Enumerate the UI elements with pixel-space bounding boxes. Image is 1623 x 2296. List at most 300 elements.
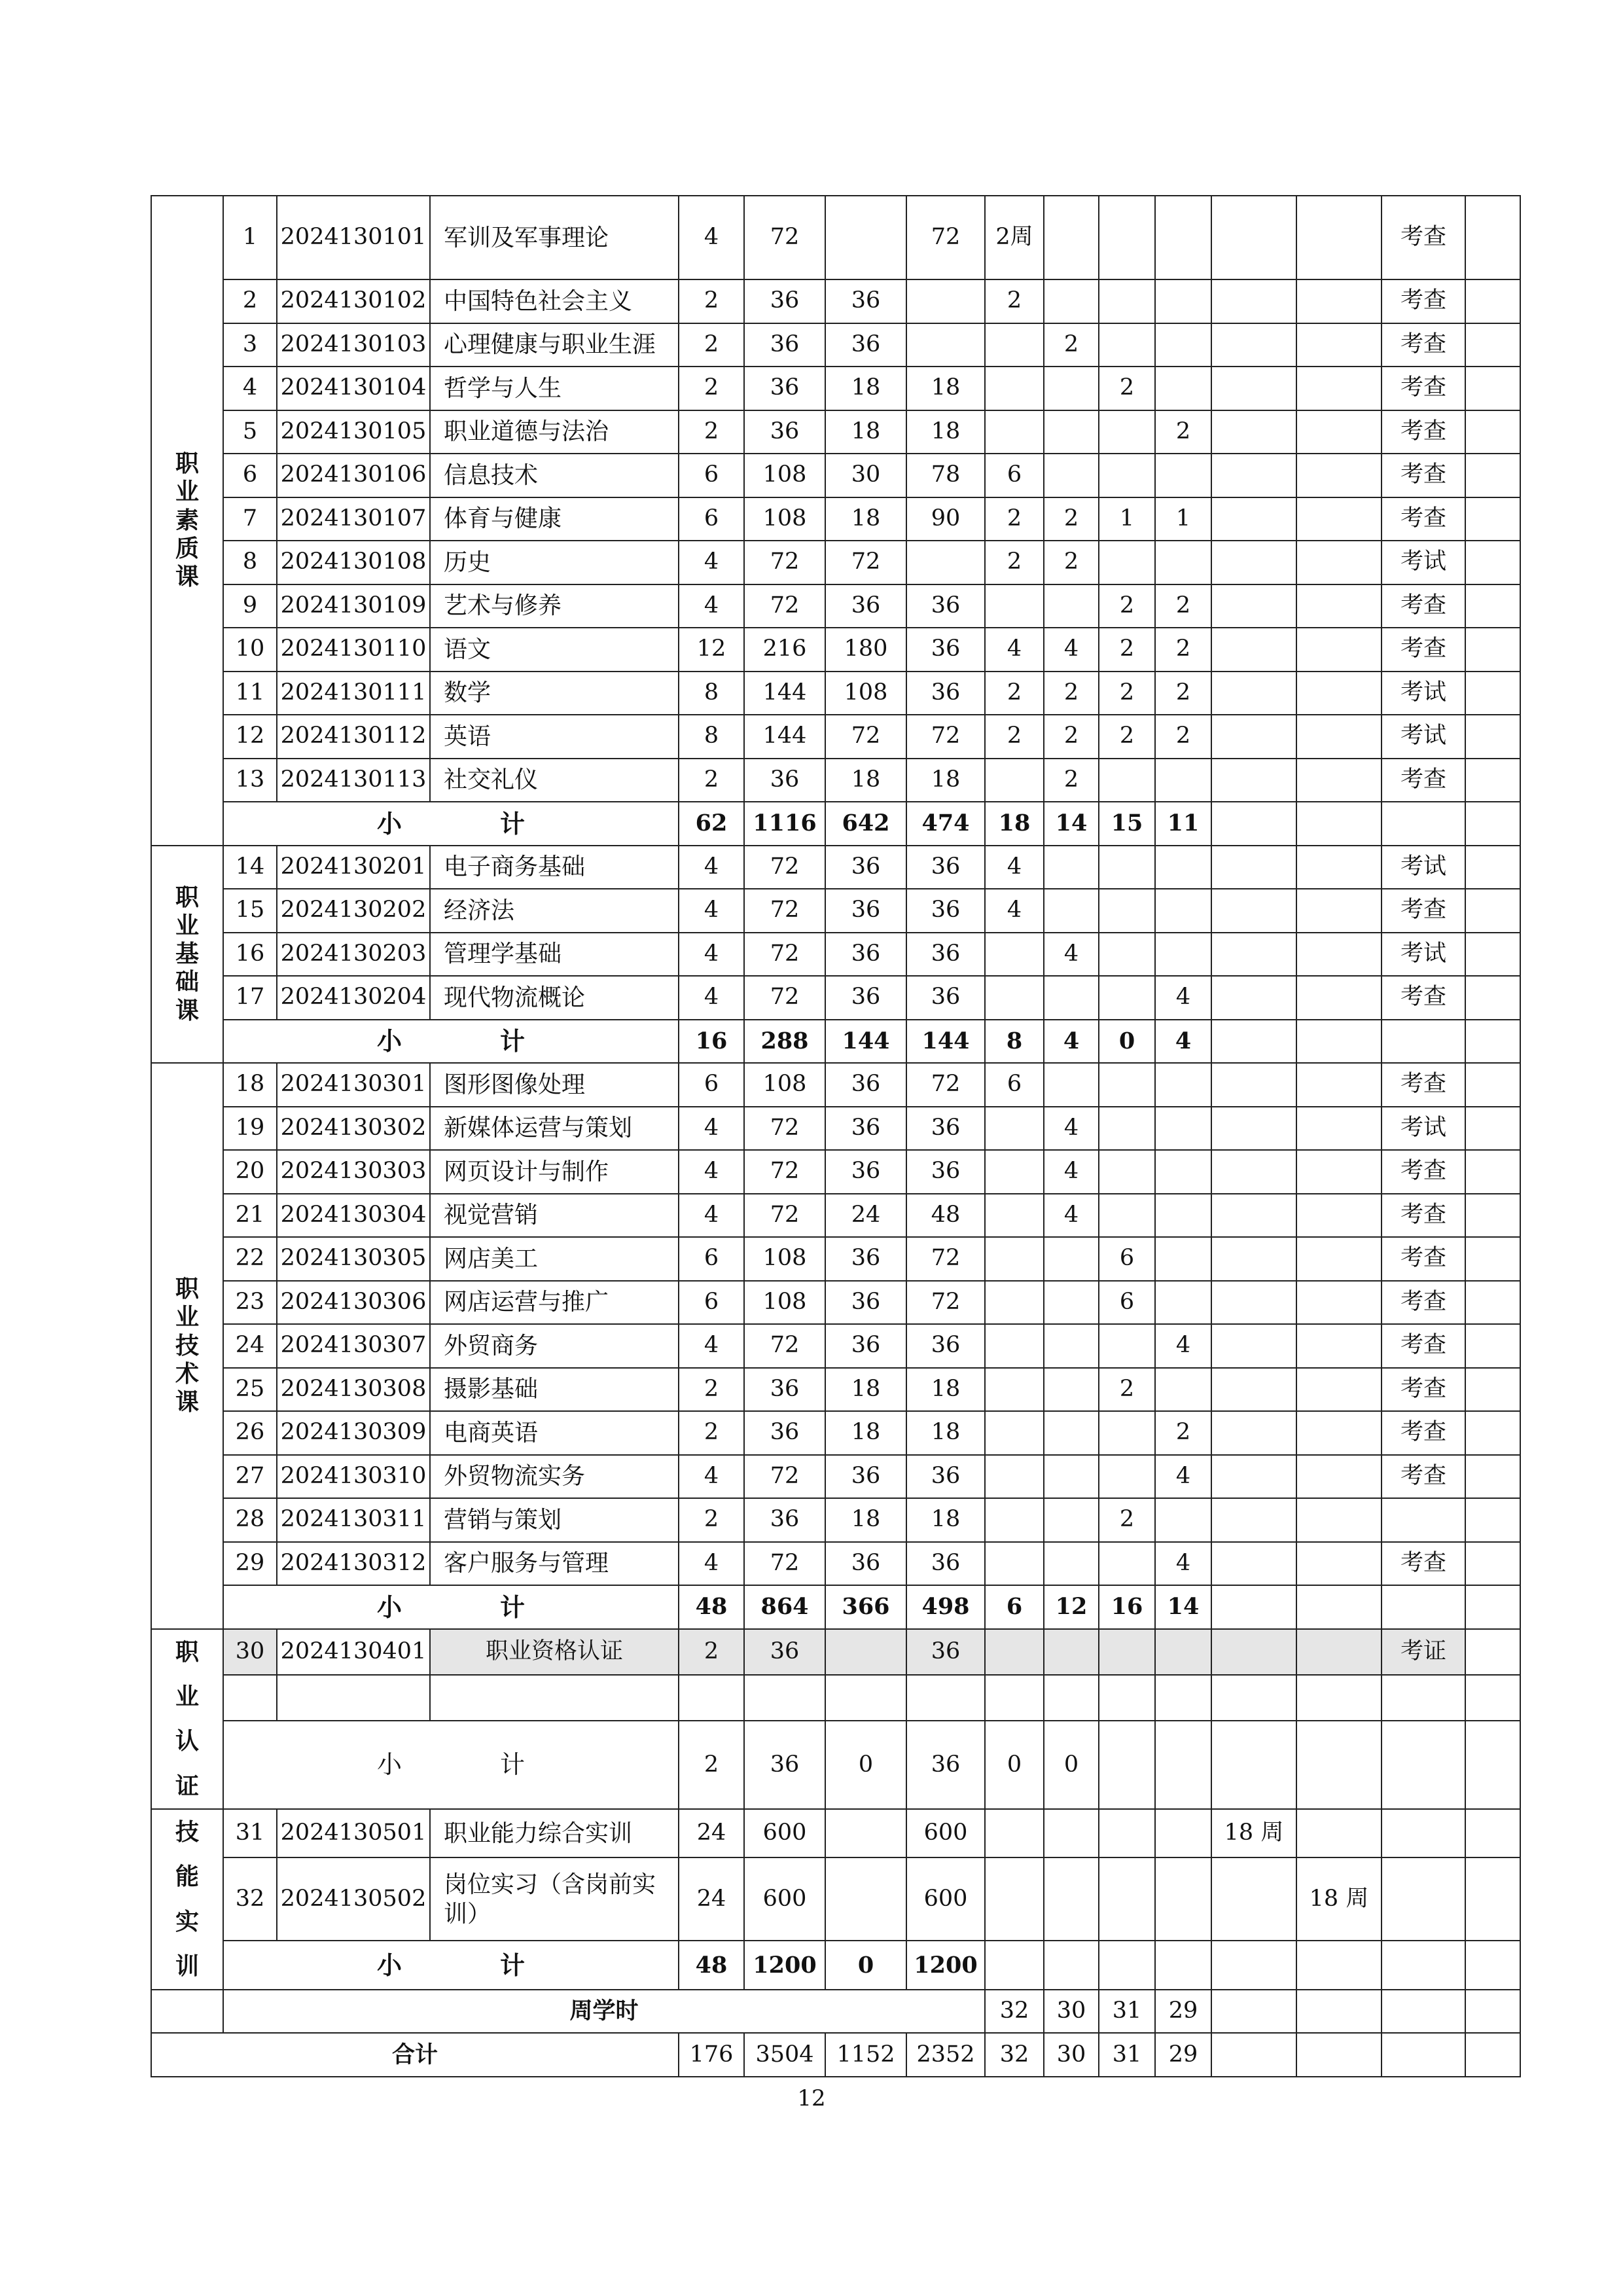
course-row [151, 1809, 1520, 1857]
subtotal-practice: 498 [906, 1585, 985, 1629]
total-row [151, 2033, 1520, 2077]
course-row [151, 1194, 1520, 1238]
total-s2: 30 [1044, 2033, 1099, 2077]
course-no: 6 [223, 454, 277, 497]
course-no: 8 [223, 541, 277, 584]
course-code: 2024130111 [277, 672, 430, 715]
course-s1 [985, 1542, 1044, 1586]
empty-cell [1211, 802, 1296, 846]
course-theory: 36 [825, 976, 906, 1020]
course-theory: 30 [825, 454, 906, 497]
subtotal-s4: 11 [1155, 802, 1211, 846]
course-s1 [985, 1368, 1044, 1412]
course-code: 2024130401 [277, 1629, 430, 1675]
course-code: 2024130502 [277, 1857, 430, 1941]
course-practice: 72 [906, 196, 985, 279]
course-s2 [1044, 1857, 1099, 1941]
course-s3 [1099, 1857, 1155, 1941]
course-s3 [1099, 1629, 1155, 1675]
course-no: 30 [223, 1629, 277, 1675]
course-s4: 2 [1155, 672, 1211, 715]
course-credit: 2 [679, 410, 744, 454]
course-no: 22 [223, 1237, 277, 1281]
course-assess [1382, 1857, 1465, 1941]
course-s3 [1099, 1542, 1155, 1586]
course-credit: 4 [679, 584, 744, 628]
course-name: 艺术与修养 [430, 584, 679, 628]
course-note [1465, 1107, 1520, 1151]
subtotal-s3: 16 [1099, 1585, 1155, 1629]
course-s1 [985, 1150, 1044, 1194]
course-s2: 2 [1044, 672, 1099, 715]
course-s2 [1044, 1455, 1099, 1499]
empty-cell [1296, 1020, 1382, 1064]
course-note [1465, 1063, 1520, 1107]
empty-cell [1296, 1941, 1382, 1989]
course-assess: 考查 [1382, 497, 1465, 541]
course-s6 [1296, 279, 1382, 323]
course-s2 [1044, 1063, 1099, 1107]
course-credit: 12 [679, 628, 744, 672]
course-assess: 考试 [1382, 672, 1465, 715]
course-s2 [1044, 454, 1099, 497]
course-credit: 2 [679, 279, 744, 323]
course-s4 [1155, 1629, 1211, 1675]
course-s1: 2周 [985, 196, 1044, 279]
course-s6 [1296, 846, 1382, 889]
empty-cell [1465, 1941, 1520, 1989]
course-s3 [1099, 933, 1155, 977]
course-s6 [1296, 672, 1382, 715]
course-s3: 2 [1099, 584, 1155, 628]
category-c3 [151, 1063, 223, 1629]
course-no: 10 [223, 628, 277, 672]
course-name: 电商英语 [430, 1411, 679, 1455]
course-s4: 2 [1155, 584, 1211, 628]
course-name: 职业能力综合实训 [430, 1809, 679, 1857]
course-row [151, 933, 1520, 977]
course-assess: 考查 [1382, 1281, 1465, 1325]
course-theory [825, 1809, 906, 1857]
course-s5 [1211, 410, 1296, 454]
course-practice [906, 323, 985, 367]
course-code: 2024130202 [277, 889, 430, 933]
course-credit: 24 [679, 1809, 744, 1857]
course-name: 现代物流概论 [430, 976, 679, 1020]
course-s1: 2 [985, 279, 1044, 323]
course-code: 2024130110 [277, 628, 430, 672]
course-no: 5 [223, 410, 277, 454]
course-row [151, 715, 1520, 759]
course-row [151, 196, 1520, 279]
course-assess: 考证 [1382, 1629, 1465, 1675]
course-s2 [1044, 1629, 1099, 1675]
course-row [151, 367, 1520, 410]
course-s4 [1155, 323, 1211, 367]
course-s5 [1211, 1455, 1296, 1499]
course-theory: 72 [825, 715, 906, 759]
category-c1 [151, 196, 223, 846]
course-note [1465, 1324, 1520, 1368]
course-s5 [1211, 497, 1296, 541]
course-code: 2024130113 [277, 759, 430, 802]
subtotal-theory: 366 [825, 1585, 906, 1629]
course-s6 [1296, 1498, 1382, 1542]
course-s1 [985, 584, 1044, 628]
course-row [151, 759, 1520, 802]
course-hours: 72 [744, 1150, 825, 1194]
course-assess: 考查 [1382, 1150, 1465, 1194]
course-s6 [1296, 497, 1382, 541]
course-s6 [1296, 1194, 1382, 1238]
course-theory: 36 [825, 584, 906, 628]
course-note [1465, 1809, 1520, 1857]
course-code: 2024130201 [277, 846, 430, 889]
course-credit: 4 [679, 1455, 744, 1499]
subtotal-label: 小计 [223, 1585, 679, 1629]
course-row [151, 454, 1520, 497]
course-s5 [1211, 541, 1296, 584]
course-s5 [1211, 1194, 1296, 1238]
course-name: 历史 [430, 541, 679, 584]
course-s3 [1099, 1063, 1155, 1107]
course-name: 心理健康与职业生涯 [430, 323, 679, 367]
course-s6 [1296, 1809, 1382, 1857]
course-s3: 6 [1099, 1281, 1155, 1325]
course-credit: 2 [679, 1411, 744, 1455]
empty-cell [1465, 2033, 1520, 2077]
course-row [151, 1368, 1520, 1412]
course-s4 [1155, 1809, 1211, 1857]
course-code: 2024130308 [277, 1368, 430, 1412]
subtotal-s3: 15 [1099, 802, 1155, 846]
course-theory: 36 [825, 1063, 906, 1107]
course-s6: 18 周 [1296, 1857, 1382, 1941]
subtotal-row [151, 1721, 1520, 1809]
course-credit: 4 [679, 1107, 744, 1151]
course-hours: 108 [744, 497, 825, 541]
course-s3: 2 [1099, 1368, 1155, 1412]
course-note [1465, 1368, 1520, 1412]
course-theory [825, 196, 906, 279]
course-assess: 考查 [1382, 196, 1465, 279]
course-s4 [1155, 1150, 1211, 1194]
empty-cell [1296, 1990, 1382, 2034]
course-s4 [1155, 846, 1211, 889]
category-label: 技能实训 [175, 1818, 199, 1981]
course-s4 [1155, 1107, 1211, 1151]
course-s1: 2 [985, 672, 1044, 715]
course-s3 [1099, 1150, 1155, 1194]
course-assess: 考查 [1382, 584, 1465, 628]
course-s1 [985, 1324, 1044, 1368]
subtotal-s1: 8 [985, 1020, 1044, 1064]
empty-cell [1465, 1721, 1520, 1809]
course-credit: 6 [679, 1281, 744, 1325]
course-s3: 6 [1099, 1237, 1155, 1281]
course-theory: 36 [825, 1324, 906, 1368]
course-credit: 4 [679, 1194, 744, 1238]
course-credit: 4 [679, 1150, 744, 1194]
course-code: 2024130304 [277, 1194, 430, 1238]
course-credit: 4 [679, 846, 744, 889]
course-practice [906, 279, 985, 323]
course-name: 图形图像处理 [430, 1063, 679, 1107]
course-s1 [985, 1629, 1044, 1675]
course-s5 [1211, 1542, 1296, 1586]
course-credit: 2 [679, 323, 744, 367]
course-note [1465, 1194, 1520, 1238]
course-s2: 2 [1044, 541, 1099, 584]
course-note [1465, 672, 1520, 715]
course-hours: 72 [744, 846, 825, 889]
course-s2 [1044, 1324, 1099, 1368]
course-s5 [1211, 1857, 1296, 1941]
course-s6 [1296, 1063, 1382, 1107]
course-s4 [1155, 889, 1211, 933]
course-row [151, 889, 1520, 933]
course-credit: 8 [679, 715, 744, 759]
course-no: 15 [223, 889, 277, 933]
empty-cell [1296, 1585, 1382, 1629]
course-s2 [1044, 584, 1099, 628]
course-s2 [1044, 196, 1099, 279]
subtotal-credit: 62 [679, 802, 744, 846]
course-credit: 6 [679, 1063, 744, 1107]
empty-row [151, 1675, 1520, 1721]
course-code: 2024130312 [277, 1542, 430, 1586]
course-s5 [1211, 672, 1296, 715]
total-theory: 1152 [825, 2033, 906, 2077]
course-note [1465, 1411, 1520, 1455]
course-theory: 72 [825, 541, 906, 584]
course-name: 英语 [430, 715, 679, 759]
course-code: 2024130307 [277, 1324, 430, 1368]
course-code: 2024130107 [277, 497, 430, 541]
course-practice: 72 [906, 1281, 985, 1325]
subtotal-s2 [1044, 1941, 1099, 1989]
course-note [1465, 1237, 1520, 1281]
empty-cell [1211, 2033, 1296, 2077]
course-s6 [1296, 1324, 1382, 1368]
course-code: 2024130309 [277, 1411, 430, 1455]
course-hours: 108 [744, 1237, 825, 1281]
course-assess: 考查 [1382, 367, 1465, 410]
course-hours: 72 [744, 1324, 825, 1368]
course-code: 2024130106 [277, 454, 430, 497]
course-theory: 36 [825, 279, 906, 323]
course-row [151, 1324, 1520, 1368]
course-no: 11 [223, 672, 277, 715]
course-s2: 2 [1044, 759, 1099, 802]
course-practice: 600 [906, 1857, 985, 1941]
course-s3 [1099, 410, 1155, 454]
course-note [1465, 846, 1520, 889]
course-s2 [1044, 367, 1099, 410]
course-note [1465, 196, 1520, 279]
course-name: 网页设计与制作 [430, 1150, 679, 1194]
course-hours: 600 [744, 1857, 825, 1941]
course-note [1465, 1455, 1520, 1499]
course-s5 [1211, 1411, 1296, 1455]
course-hours: 36 [744, 1411, 825, 1455]
course-row [151, 541, 1520, 584]
subtotal-s4 [1155, 1941, 1211, 1989]
course-name: 经济法 [430, 889, 679, 933]
course-theory: 18 [825, 367, 906, 410]
course-s3: 2 [1099, 1498, 1155, 1542]
course-assess: 考查 [1382, 1542, 1465, 1586]
course-theory: 18 [825, 1411, 906, 1455]
course-s4 [1155, 196, 1211, 279]
course-credit: 4 [679, 976, 744, 1020]
course-no: 23 [223, 1281, 277, 1325]
course-s5 [1211, 846, 1296, 889]
empty-cell [906, 1675, 985, 1721]
course-name: 职业资格认证 [430, 1629, 679, 1675]
course-assess: 考查 [1382, 1324, 1465, 1368]
subtotal-s1: 18 [985, 802, 1044, 846]
course-name: 职业道德与法治 [430, 410, 679, 454]
course-s4 [1155, 1857, 1211, 1941]
course-s1 [985, 1809, 1044, 1857]
course-credit: 4 [679, 1324, 744, 1368]
course-row [151, 1107, 1520, 1151]
course-assess: 考试 [1382, 846, 1465, 889]
subtotal-credit: 16 [679, 1020, 744, 1064]
course-s2: 2 [1044, 497, 1099, 541]
course-hours: 36 [744, 323, 825, 367]
course-code: 2024130204 [277, 976, 430, 1020]
course-note [1465, 454, 1520, 497]
course-note [1465, 1281, 1520, 1325]
course-row [151, 1498, 1520, 1542]
course-no: 24 [223, 1324, 277, 1368]
course-code: 2024130101 [277, 196, 430, 279]
course-s4: 1 [1155, 497, 1211, 541]
course-s2: 4 [1044, 933, 1099, 977]
course-s4: 4 [1155, 1455, 1211, 1499]
weekly-s3: 31 [1099, 1990, 1155, 2034]
course-assess [1382, 1809, 1465, 1857]
course-assess: 考试 [1382, 715, 1465, 759]
course-assess: 考试 [1382, 541, 1465, 584]
course-assess: 考查 [1382, 454, 1465, 497]
course-s5 [1211, 933, 1296, 977]
course-s1 [985, 759, 1044, 802]
course-practice: 72 [906, 1237, 985, 1281]
empty-cell [1465, 802, 1520, 846]
course-s4 [1155, 1368, 1211, 1412]
course-row [151, 1063, 1520, 1107]
course-code: 2024130105 [277, 410, 430, 454]
course-name: 电子商务基础 [430, 846, 679, 889]
total-hours: 3504 [744, 2033, 825, 2077]
course-s4: 4 [1155, 976, 1211, 1020]
course-credit: 4 [679, 196, 744, 279]
course-no: 3 [223, 323, 277, 367]
course-assess: 考查 [1382, 1194, 1465, 1238]
course-s3 [1099, 1455, 1155, 1499]
course-practice: 36 [906, 1107, 985, 1151]
course-row [151, 1455, 1520, 1499]
course-note [1465, 976, 1520, 1020]
course-s1 [985, 323, 1044, 367]
course-practice: 36 [906, 889, 985, 933]
course-hours: 144 [744, 672, 825, 715]
course-hours: 72 [744, 1542, 825, 1586]
course-s4 [1155, 541, 1211, 584]
course-hours: 72 [744, 541, 825, 584]
course-no: 16 [223, 933, 277, 977]
subtotal-s1: 6 [985, 1585, 1044, 1629]
course-hours: 36 [744, 410, 825, 454]
course-s6 [1296, 454, 1382, 497]
course-code: 2024130501 [277, 1809, 430, 1857]
empty-cell [1211, 1721, 1296, 1809]
course-s6 [1296, 323, 1382, 367]
course-s1: 2 [985, 497, 1044, 541]
course-s6 [1296, 628, 1382, 672]
empty-cell [1296, 1721, 1382, 1809]
course-name: 营销与策划 [430, 1498, 679, 1542]
course-hours: 108 [744, 454, 825, 497]
course-hours: 144 [744, 715, 825, 759]
course-s6 [1296, 1237, 1382, 1281]
course-credit: 6 [679, 497, 744, 541]
empty-cell [151, 1990, 223, 2034]
course-s5 [1211, 584, 1296, 628]
course-s6 [1296, 715, 1382, 759]
course-theory: 24 [825, 1194, 906, 1238]
course-name: 数学 [430, 672, 679, 715]
course-row [151, 1542, 1520, 1586]
subtotal-s2: 4 [1044, 1020, 1099, 1064]
course-s3 [1099, 1411, 1155, 1455]
course-s5 [1211, 628, 1296, 672]
course-s4 [1155, 367, 1211, 410]
subtotal-label: 小计 [223, 1020, 679, 1064]
course-practice: 78 [906, 454, 985, 497]
course-practice: 48 [906, 1194, 985, 1238]
course-assess: 考查 [1382, 628, 1465, 672]
course-s5 [1211, 1107, 1296, 1151]
course-s3 [1099, 1107, 1155, 1151]
course-no: 27 [223, 1455, 277, 1499]
subtotal-hours: 864 [744, 1585, 825, 1629]
course-assess: 考查 [1382, 889, 1465, 933]
course-note [1465, 541, 1520, 584]
course-s3 [1099, 454, 1155, 497]
empty-cell [1382, 1675, 1465, 1721]
course-code: 2024130306 [277, 1281, 430, 1325]
course-note [1465, 1542, 1520, 1586]
course-practice: 18 [906, 1411, 985, 1455]
course-credit: 4 [679, 541, 744, 584]
course-assess: 考查 [1382, 1455, 1465, 1499]
weekly-s1: 32 [985, 1990, 1044, 2034]
course-s2: 4 [1044, 1194, 1099, 1238]
course-s3 [1099, 889, 1155, 933]
course-hours: 216 [744, 628, 825, 672]
course-s4: 2 [1155, 410, 1211, 454]
empty-cell [1296, 2033, 1382, 2077]
empty-cell [1044, 1675, 1099, 1721]
course-practice: 36 [906, 976, 985, 1020]
course-theory: 18 [825, 1498, 906, 1542]
course-note [1465, 1629, 1520, 1675]
category-c4 [151, 1629, 223, 1810]
